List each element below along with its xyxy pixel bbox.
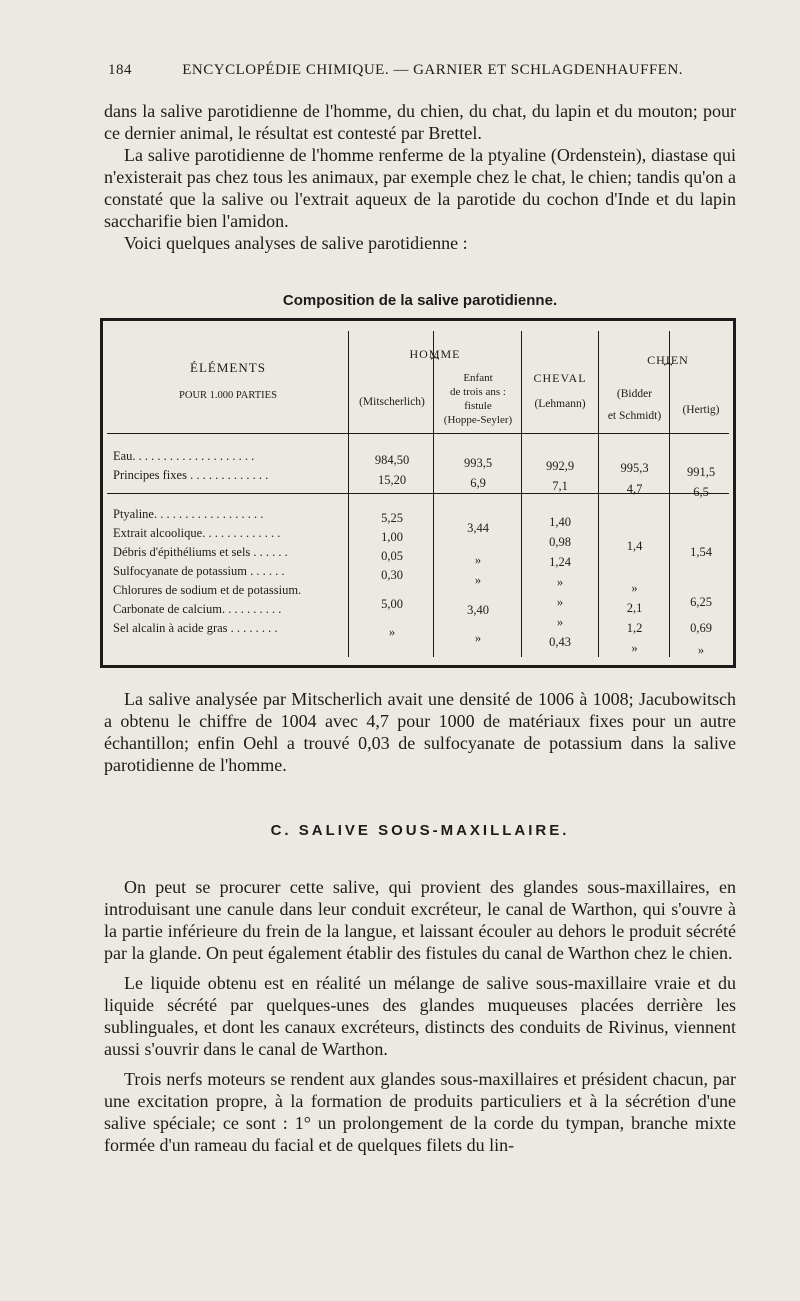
cell-value: 0,05	[381, 549, 403, 563]
cell-value: »	[474, 573, 482, 587]
cell-value: »	[631, 581, 638, 595]
cell-value: 7,1	[552, 479, 568, 493]
table-rule	[669, 331, 670, 657]
col-bidder	[600, 387, 669, 423]
cell-value: 993,5	[463, 456, 493, 470]
cell-value: »	[556, 575, 564, 589]
brace-homme: ⏞	[430, 358, 440, 373]
cell-value: 3,40	[467, 603, 489, 617]
cell-value: 5,25	[381, 511, 403, 525]
intro-paragraph-3: Voici quelques analyses de salive parotidienne :	[124, 233, 468, 253]
cell-value: »	[631, 641, 638, 655]
cell-value: »	[474, 631, 482, 645]
cell-value: 15,20	[377, 473, 407, 487]
running-title: ENCYCLOPÉDIE CHIMIQUE. — GARNIER ET SCHLAGDENHAUFFEN.	[182, 62, 684, 78]
col-enfant	[434, 371, 522, 427]
cell-value: 5,00	[381, 597, 403, 611]
cell-value: 1,2	[626, 621, 643, 635]
after-table-paragraph: La salive analysée par Mitscherlich avait une densité de 1006 à 1008; Jacubowitsch a obtenu le chiffre de 1004 avec 4,7 pour 1000 de matériaux fixes pour un autre échantillon; enfin Oehl a trouvé 0,03 de sulfocyanate de potassium dans la salive parotidienne de l'homme.	[104, 689, 736, 775]
cell-value: 3,44	[467, 521, 489, 535]
cell-value: 1,54	[690, 545, 712, 559]
group-cheval: CHEVAL	[533, 371, 587, 385]
row-label: Ptyaline. . . . . . . . . . . . . . . . . .	[113, 507, 264, 521]
cell-value: 0,30	[381, 568, 403, 582]
cell-value: 6,5	[693, 485, 709, 499]
cell-value: 991,5	[686, 465, 716, 479]
cell-value: 1,00	[381, 530, 403, 544]
running-head	[108, 62, 738, 79]
intro-paragraph-2: La salive parotidienne de l'homme renferme de la ptyaline (Ordenstein), diastase qui n'existerait pas chez tous les animaux, par exemple chez le chat, le chien; tandis qu'on a constaté que la salive ou l'extrait aqueux de la parotide du cochon d'Inde et du lapin saccharifie bien l'amidon.	[104, 145, 736, 231]
col-bidder-line: et Schmidt)	[607, 410, 662, 422]
col-enfant-line: de trois ans :	[450, 386, 506, 398]
section-paragraph-2: Le liquide obtenu est en réalité un mélange de salive sous-maxillaire vraie et du liquide sécrété par quelques-unes des glandes muqueuses placées derrière les sublinguales, et dont les canaux excréteurs, distincts des conduits de Rivinus, viennent aussi s'ouvrir dans le canal de Warthon.	[104, 973, 736, 1059]
cell-value: »	[474, 553, 482, 567]
col-lehmann: (Lehmann)	[534, 398, 586, 410]
cell-value: 6,9	[470, 476, 486, 490]
cell-value: 995,3	[620, 461, 649, 475]
section-paragraph-3: Trois nerfs moteurs se rendent aux glandes sous-maxillaires et président chacun, par une excitation propre, à la formation de produits particuliers et à la sécrétion d'une salive spéciale; ce sont : 1° un prolongement de la corde du tympan, branche mixte formée d'un rameau du facial et de quelques filets du lin-	[104, 1069, 736, 1155]
table-title: Composition de la salive parotidienne.	[282, 292, 558, 309]
row-label: Principes fixes . . . . . . . . . . . . .	[113, 468, 269, 482]
intro-text	[104, 100, 736, 254]
row-label: Carbonate de calcium. . . . . . . . . .	[113, 602, 282, 616]
page-number: 184	[108, 62, 132, 78]
row-label: Eau. . . . . . . . . . . . . . . . . . . .	[113, 449, 255, 463]
section-title: C. SALIVE SOUS-MAXILLAIRE.	[270, 822, 570, 839]
section-paragraph-1: On peut se procurer cette salive, qui provient des glandes sous-maxillaires, en introduisant une canule dans leur conduit excréteur, le canal de Warthon, qui s'ouvre à la partie inférieure du frein de la langue, et laissant écouler au dehors le produit sécrété par la glande. On peut également établir des fistules du canal de Warthon chez le chien.	[104, 877, 736, 963]
section-text	[104, 876, 736, 1156]
cell-value: 1,4	[626, 539, 643, 553]
cell-value: 0,69	[690, 621, 712, 635]
col-hertig: (Hertig)	[682, 404, 720, 416]
table-rule	[598, 331, 599, 657]
composition-table	[100, 318, 736, 668]
after-table-text	[104, 688, 736, 776]
cell-value: »	[556, 595, 564, 609]
brace-chien: ⏞	[663, 364, 673, 379]
per-parts-heading: POUR 1.000 PARTIES	[179, 390, 277, 401]
col-enfant-line: fistule	[464, 400, 492, 412]
cell-value: 4,7	[626, 482, 643, 496]
cell-value: »	[388, 625, 396, 639]
col-enfant-line: (Hoppe-Seyler)	[443, 414, 513, 426]
elements-heading: ÉLÉMENTS	[190, 360, 266, 375]
group-chien: CHIEN	[647, 353, 689, 367]
row-label: Débris d'épithéliums et sels . . . . . .	[113, 545, 288, 559]
col-mitscherlich: (Mitscherlich)	[359, 396, 425, 408]
cell-value: 1,40	[549, 515, 571, 529]
row-label: Sel alcalin à acide gras . . . . . . . .	[113, 621, 278, 635]
group-homme: HOMME	[409, 347, 461, 361]
cell-value: »	[697, 643, 705, 657]
cell-value: »	[556, 615, 564, 629]
cell-value: 2,1	[626, 601, 643, 615]
table-rule	[348, 331, 349, 657]
table-rule	[107, 433, 729, 434]
row-label: Chlorures de sodium et de potassium.	[113, 583, 302, 597]
row-label: Sulfocyanate de potassium . . . . . .	[113, 564, 285, 578]
cell-value: 992,9	[545, 459, 575, 473]
row-label: Extrait alcoolique. . . . . . . . . . . . .	[113, 526, 281, 540]
col-bidder-line: (Bidder	[616, 388, 653, 400]
cell-value: 984,50	[374, 453, 410, 467]
col-enfant-line: Enfant	[463, 372, 493, 384]
intro-paragraph-1: dans la salive parotidienne de l'homme, du chien, du chat, du lapin et du mouton; pour ce dernier animal, le résultat est contesté par Brettel.	[104, 101, 736, 143]
cell-value: 0,43	[549, 635, 571, 649]
cell-value: 0,98	[549, 535, 571, 549]
cell-value: 6,25	[690, 595, 712, 609]
cell-value: 1,24	[549, 555, 571, 569]
